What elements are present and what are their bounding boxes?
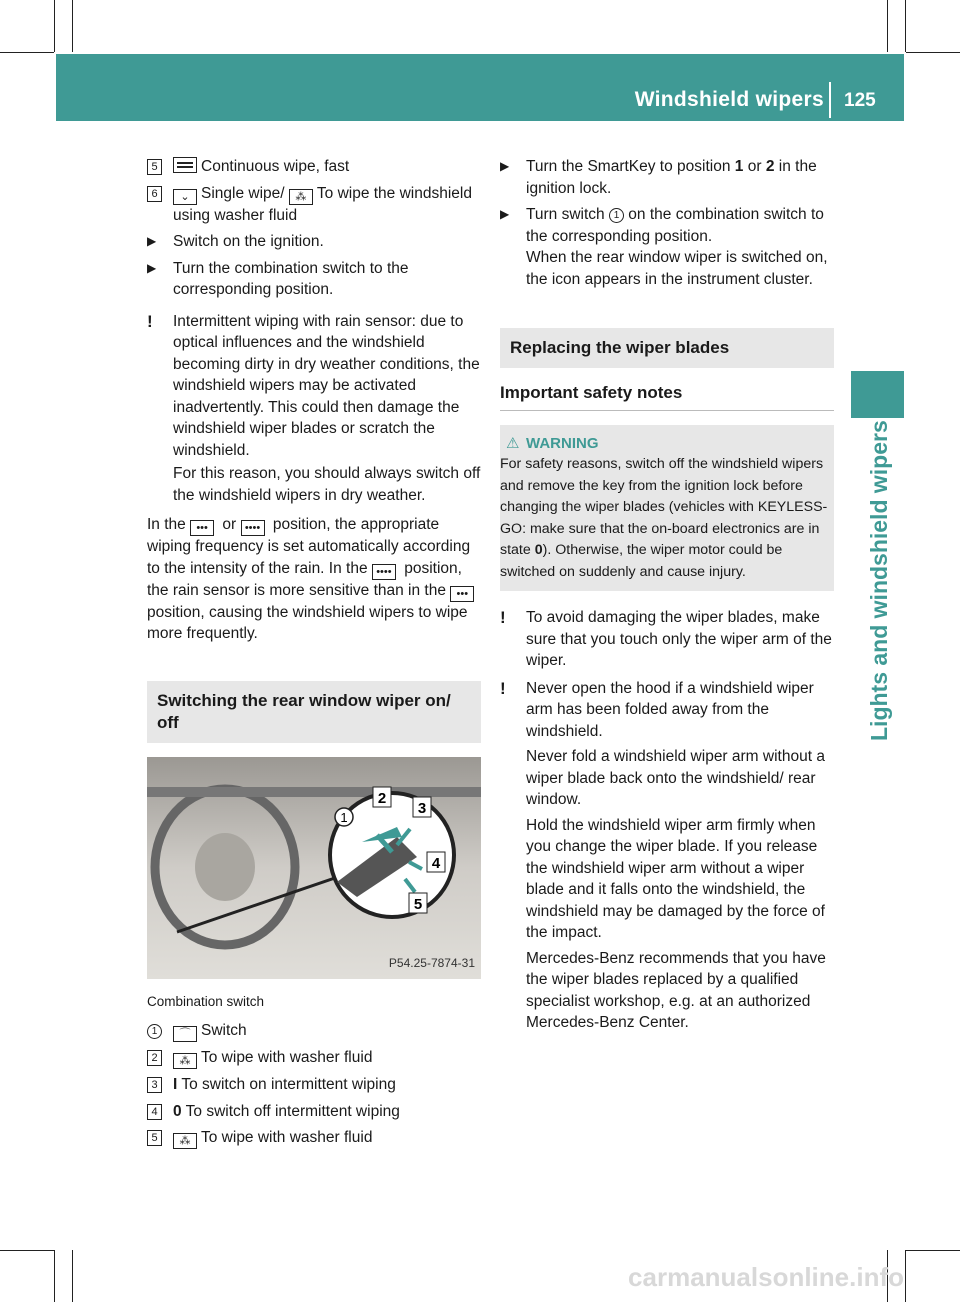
crop-mark <box>0 52 54 53</box>
svg-text:4: 4 <box>431 854 441 872</box>
wiper-interval-icon: •••• <box>372 564 396 580</box>
wiper-interval-icon: ••• <box>190 520 214 536</box>
left-column <box>147 156 481 1154</box>
svg-text:2: 2 <box>377 789 387 807</box>
note <box>500 678 834 1034</box>
rear-wiper-icon: ⌒ <box>173 1026 197 1042</box>
instruction-step <box>147 231 481 253</box>
warning-title: ⚠ WARNING <box>500 433 828 455</box>
marker-5: 5 <box>147 1130 162 1146</box>
rear-washer-icon: ⁂ <box>173 1133 197 1149</box>
exclamation-icon: ! <box>500 608 506 627</box>
side-section-label: Lights and windshield wipers <box>866 420 892 741</box>
subsection-heading: Important safety notes <box>500 382 834 411</box>
crop-mark <box>0 1250 54 1251</box>
section-heading: Switching the rear window wiper on/ off <box>147 681 481 743</box>
crop-mark <box>887 0 888 52</box>
svg-text:1: 1 <box>340 809 348 825</box>
note-text: Mercedes-Benz recommends that you have the wiper blades replaced by a qualified specialist workshop, e.g. at an authorized Mercedes-Benz Center. <box>526 949 826 1031</box>
crop-mark <box>906 52 960 53</box>
note <box>500 607 834 672</box>
legend-item: 5 ⁂ To wipe with washer fluid <box>147 1127 481 1149</box>
figure-code: P54.25-7874-31 <box>388 956 475 970</box>
wiper-interval-icon: •••• <box>241 520 265 536</box>
figure-illustration <box>147 757 481 979</box>
exclamation-icon: ! <box>500 678 506 698</box>
marker-3: 3 <box>147 1077 162 1093</box>
wiper-interval-icon: ••• <box>450 586 474 602</box>
marker-1: 1 <box>609 208 624 223</box>
instruction-step: ▶ Turn the SmartKey to position 1 or 2 in the ignition lock. <box>500 158 817 197</box>
note-text: Intermittent wiping with rain sensor: due to optical influences and the windshield becoming dirty in dry weather conditions, the windshield wipers may be activated inadvertently. This could then damage the windshield wiper blades or scratch the windshield. <box>173 312 480 459</box>
crop-mark <box>72 1250 73 1302</box>
right-column <box>500 156 834 1039</box>
note-text: For this reason, you should always switch off the windshield wipers in dry weather. <box>173 465 481 504</box>
paragraph: In the ••• or •••• position, the appropriate wiping frequency is set automatically according to the intensity of the rain. In the •••• position, the rain sensor is more sensitive than in the ••• position, causing the windshield wipers to wipe more frequently. <box>147 514 481 645</box>
list-item-text: To wipe the windshield using washer fluid <box>173 184 472 224</box>
arrow-right-icon: ▶ <box>147 234 157 248</box>
list-item <box>147 156 481 178</box>
washer-icon: ⁂ <box>289 189 313 205</box>
arrow-right-icon: ▶ <box>500 159 510 173</box>
page-title: Windshield wipers <box>634 88 824 111</box>
note <box>147 311 481 507</box>
legend-item: 4 0 To switch off intermittent wiping <box>147 1101 481 1123</box>
svg-text:5: 5 <box>413 895 423 913</box>
warning-box <box>500 425 834 592</box>
crop-mark <box>54 1250 55 1302</box>
warning-triangle-icon: ⚠ <box>506 434 520 452</box>
list-item-text: Single wipe/ <box>201 184 285 202</box>
legend-list <box>147 1020 481 1149</box>
crop-mark <box>906 1250 960 1251</box>
crop-mark <box>72 0 73 52</box>
wiper-fast-icon <box>173 157 197 173</box>
watermark: carmanualsonline.info <box>628 1262 904 1292</box>
step-text: Switch on the ignition. <box>173 233 324 250</box>
step-text: When the rear window wiper is switched on, the icon appears in the instrument cluster. <box>526 249 828 288</box>
note-text: Never fold a windshield wiper arm without a wiper blade back onto the windshield/ rear window. <box>526 748 825 808</box>
figure-caption: Combination switch <box>147 993 265 1009</box>
note-text: Hold the windshield wiper arm firmly when you change the wiper blade. If you release the windshield wiper arm without a wiper blade and it falls onto the windshield, the windshield may be damaged by the force of the impact. <box>526 816 825 941</box>
page-number: 125 <box>844 90 876 111</box>
exclamation-icon: ! <box>147 311 153 331</box>
legend-item: 1 ⌒ Switch <box>147 1020 481 1042</box>
instruction-step: ▶ Turn switch 1 on the combination switch to the corresponding position. When the rear window wiper is switched on, the icon appears in the instrument cluster. <box>500 204 834 290</box>
instruction-step <box>147 258 481 301</box>
list-item-text: Continuous wipe, fast <box>201 158 350 175</box>
svg-text:3: 3 <box>417 799 427 817</box>
crop-mark <box>905 1250 906 1302</box>
marker-4: 4 <box>147 1104 162 1120</box>
wiper-icon: ⌄ <box>173 189 197 205</box>
note-text: Never open the hood if a windshield wiper arm has been folded away from the windshield. <box>526 679 814 740</box>
legend-item: 3 I To switch on intermittent wiping <box>147 1074 481 1096</box>
rear-washer-icon: ⁂ <box>173 1053 197 1069</box>
side-tab <box>851 371 904 418</box>
list-item <box>147 183 481 227</box>
legend-item: 2 ⁂ To wipe with washer fluid <box>147 1047 481 1069</box>
arrow-right-icon: ▶ <box>147 260 157 275</box>
header-divider <box>829 82 831 118</box>
marker-2: 2 <box>147 1050 162 1066</box>
section-heading: Replacing the wiper blades <box>500 328 834 368</box>
marker-6: 6 <box>147 186 162 202</box>
step-text: Turn the combination switch to the corresponding position. <box>173 259 409 298</box>
marker-1: 1 <box>147 1024 162 1039</box>
warning-text: For safety reasons, switch off the windshield wipers and remove the key from the ignition lock before changing the wiper blades (vehicles with KEYLESS-GO: make sure that the on-board electronics are in state 0). Otherwise, the wiper motor could be switched on suddenly and cause injury. <box>500 456 828 580</box>
marker-5: 5 <box>147 159 162 175</box>
arrow-right-icon: ▶ <box>500 207 510 221</box>
note-text: To avoid damaging the wiper blades, make sure that you touch only the wiper arm of the wiper. <box>526 609 832 669</box>
combination-switch-figure <box>147 757 481 979</box>
crop-mark <box>54 0 55 52</box>
crop-mark <box>905 0 906 52</box>
